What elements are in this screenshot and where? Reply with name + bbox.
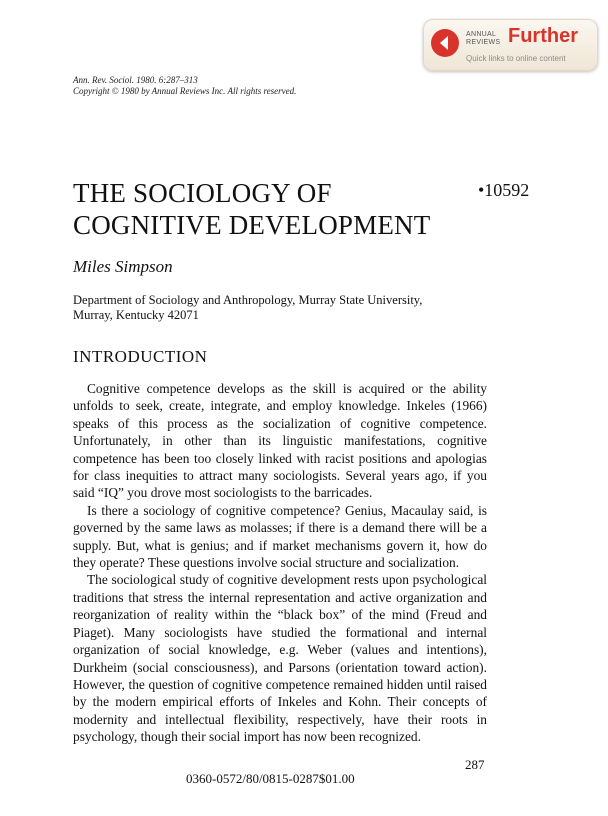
section-heading: INTRODUCTION [73,347,208,366]
article-title [73,177,453,241]
title-line2: COGNITIVE DEVELOPMENT [73,210,431,240]
paragraph-3: The sociological study of cognitive development rests upon psychological traditions that stress the internal representation and active organization and reorganization of reality within the “black box” of the mind (Freud and Piaget). Many sociologists have studied the formational and internal organization of social knowledge, e.g. Weber (values and intentions), Durkheim (social consciousness), and Parsons (orientation toward action). However, the question of cognitive competence remained hidden until raised by the modern empirical efforts of Inkeles and Kohn. Their concepts of modernity and intellectual flexibility, respectively, have their roots in psychology, though their social import has now been recognized. [73,572,487,745]
body-text [73,380,487,746]
further-badge[interactable] [423,19,598,71]
affiliation-line2: Murray, Kentucky 42071 [73,308,199,322]
affiliation-line1: Department of Sociology and Anthropology, Murray State University, [73,293,423,307]
badge-tagline: Quick links to online content [466,54,566,63]
title-line1: THE SOCIOLOGY OF [73,178,332,208]
journal-line2: Copyright © 1980 by Annual Reviews Inc. All rights reserved. [73,86,297,96]
page-number: 287 [465,757,485,772]
paragraph-2: Is there a sociology of cognitive competence? Genius, Macaulay said, is governed by the same laws as molasses; if there is a demand there will be a supply. But, what is genius; and if market mechanisms govern it, how do they operate? These questions involve social structure and socialization. [73,502,487,571]
journal-citation [73,75,296,97]
journal-line1: Ann. Rev. Sociol. 1980. 6:287–313 [73,75,198,85]
author-name: Miles Simpson [73,257,173,276]
brand-bottom: REVIEWS [466,39,501,46]
further-label: Further [508,25,578,47]
document-number: •10592 [478,180,530,200]
brand-top: ANNUAL [466,31,497,38]
paragraph-1: Cognitive competence develops as the skill is acquired or the ability unfolds to seek, create, integrate, and employ knowledge. Inkeles (1966) speaks of this process as the socialization of cognitive competence. Unfortunately, in other than its linguistic manifestations, cognitive competence has been too closely linked with racist positions and apologias for class inequities to attract many sociologists. Several years ago, if you said “IQ” you drove most sociologists to the barricades. [73,381,487,501]
back-arrow-icon [431,29,459,57]
article-code: 0360-0572/80/0815-0287$01.00 [186,771,355,786]
author-affiliation [73,293,493,323]
annual-reviews-logo-text [466,31,500,47]
